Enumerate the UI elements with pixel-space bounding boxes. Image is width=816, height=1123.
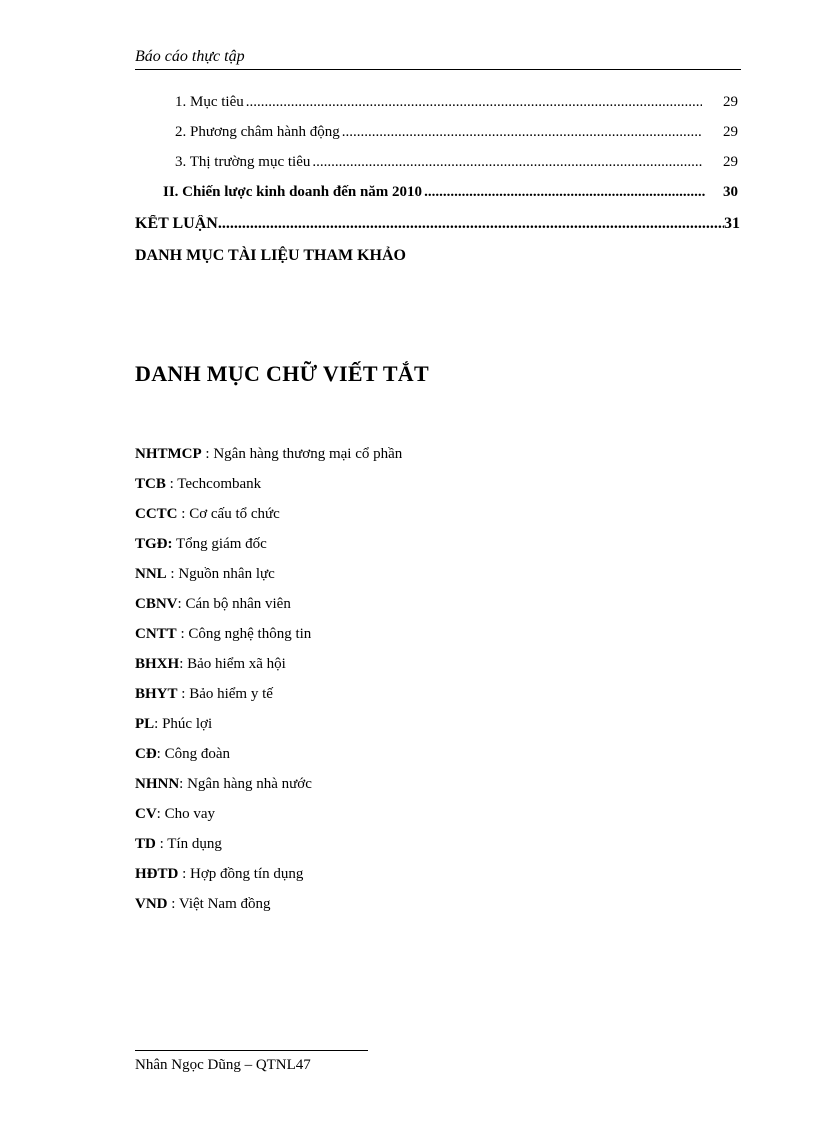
toc-item-page: 29 [723,94,738,110]
abbreviation-code: CNTT [135,626,177,642]
toc-chapter-page: 31 [724,215,740,232]
abbreviation-separator: : [177,506,190,522]
abbreviation-item [135,563,402,593]
abbreviation-item [135,533,402,563]
toc-item-thi-truong [175,154,738,171]
abbreviation-separator: : [179,776,188,792]
toc-leader [312,154,702,171]
abbreviation-separator: : [176,626,189,642]
toc-leader [424,184,706,201]
toc-item-label: 2. Phương châm hành động [175,124,340,140]
abbreviation-item [135,443,402,473]
abbreviation-separator: : [156,746,165,762]
abbreviation-separator: : [177,686,190,702]
toc-section-chien-luoc [163,184,738,201]
abbreviation-meaning: Nguồn nhân lực [178,566,275,582]
abbreviation-meaning: Việt Nam đồng [178,896,271,912]
toc-item-page: 29 [723,124,738,140]
abbreviation-meaning: Bảo hiểm y tế [189,686,273,702]
abbreviation-code: NNL [135,566,167,582]
footer-rule [135,1050,368,1051]
toc-item-label: 1. Mục tiêu [175,94,244,110]
footer-author: Nhân Ngọc Dũng – QTNL47 [135,1057,311,1073]
abbreviation-separator: : [177,596,186,612]
abbreviation-code: CV [135,806,157,822]
abbreviation-meaning: Phúc lợi [162,716,213,732]
toc-chapter-ket-luan [135,215,740,233]
abbreviation-meaning: Cán bộ nhân viên [185,596,291,612]
abbreviation-separator: : [156,806,165,822]
abbreviation-meaning: Tín dụng [167,836,222,852]
abbreviation-code: VND [135,896,168,912]
abbreviation-code: CCTC [135,506,178,522]
abbreviation-item [135,803,402,833]
abbreviation-item [135,893,402,923]
abbreviation-item [135,473,402,503]
abbreviation-code: TCB [135,476,166,492]
abbreviation-code: CĐ [135,746,157,762]
abbreviation-item [135,833,402,863]
abbreviation-item [135,503,402,533]
abbreviation-meaning: Hợp đồng tín dụng [190,866,304,882]
abbreviation-meaning: Ngân hàng thương mại cổ phần [213,446,403,462]
abbreviation-separator: : [201,446,214,462]
abbreviation-separator: : [154,716,163,732]
abbreviation-item [135,593,402,623]
abbreviation-code: HĐTD [135,866,179,882]
abbreviation-item [135,773,402,803]
header-rule [135,69,741,70]
abbreviation-code: BHYT [135,686,178,702]
toc-chapter-references: DANH MỤC TÀI LIỆU THAM KHẢO [135,247,406,264]
abbreviation-meaning: Công nghệ thông tin [188,626,312,642]
abbreviation-item [135,743,402,773]
abbreviation-code: CBNV [135,596,178,612]
toc-item-page: 29 [723,154,738,170]
abbreviation-meaning: Cơ cấu tổ chức [189,506,280,522]
abbreviations-list [135,443,402,923]
abbreviation-code: PL [135,716,155,732]
abbreviations-title: DANH MỤC CHỮ VIẾT TẮT [135,361,429,386]
abbreviation-meaning: Techcombank [177,476,262,492]
toc-leader [246,94,702,111]
abbreviation-separator: : [166,566,179,582]
abbreviation-item [135,683,402,713]
abbreviation-separator: : [179,656,188,672]
abbreviation-meaning: Công đoàn [164,746,231,762]
toc-section-label: II. Chiến lược kinh doanh đến năm 2010 [163,184,423,200]
toc-leader [218,215,724,233]
toc-section-page: 30 [723,184,738,200]
abbreviation-code: NHTMCP [135,446,202,462]
toc-chapter-label: KẾT LUẬN [135,215,218,232]
abbreviation-item [135,863,402,893]
abbreviation-meaning: Tổng giám đốc [175,536,267,552]
abbreviation-code: TD [135,836,156,852]
abbreviation-code: BHXH [135,656,180,672]
abbreviation-item [135,653,402,683]
page-header-title: Báo cáo thực tập [135,48,245,65]
abbreviation-meaning: Bảo hiểm xã hội [187,656,286,672]
abbreviation-separator: : [167,896,179,912]
toc-item-phuong-cham [175,124,738,141]
abbreviation-separator: : [178,866,191,882]
abbreviation-code: TGĐ: [135,536,173,552]
abbreviation-meaning: Cho vay [164,806,216,822]
abbreviation-meaning: Ngân hàng nhà nước [187,776,312,792]
abbreviation-separator: : [155,836,168,852]
abbreviation-code: NHNN [135,776,180,792]
toc-item-label: 3. Thị trường mục tiêu [175,154,311,170]
toc-item-muc-tieu [175,94,738,111]
toc-leader [342,124,702,141]
abbreviation-separator: : [165,476,178,492]
abbreviation-item [135,713,402,743]
abbreviation-item [135,623,402,653]
